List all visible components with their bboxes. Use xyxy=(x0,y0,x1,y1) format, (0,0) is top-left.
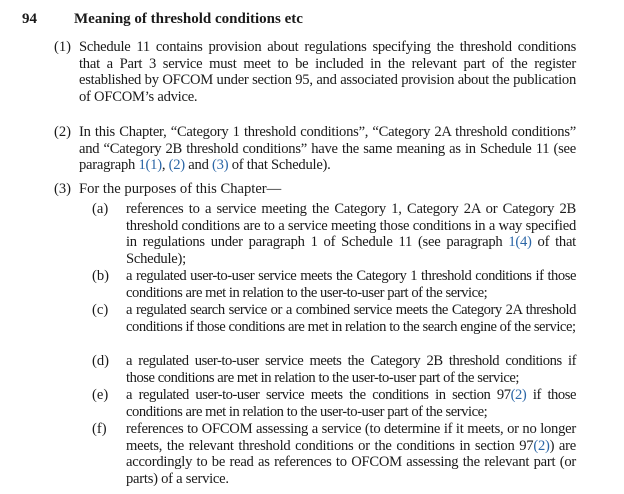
text-run: , xyxy=(161,157,169,174)
text-run: In this Chapter, “Category 1 threshold conditions”, “Category 2A threshold conditions” and “Category 2B threshold conditions” have the same meaning as in Schedule 11 (see paragraph xyxy=(79,124,576,174)
subparagraph-f xyxy=(92,421,576,487)
paragraph-3 xyxy=(54,181,576,198)
subparagraph-label: (c) xyxy=(92,302,109,318)
subparagraph-b xyxy=(92,268,576,301)
paragraph-label: (1) xyxy=(54,39,72,55)
subparagraph-label: (f) xyxy=(92,421,107,437)
text-run: if those conditions are met in relation to the user-to-user part of the service; xyxy=(126,387,576,420)
subparagraph-text: a regulated user-to-user service meets the Category 1 threshold conditions if those conditions are met in relation to the user-to-user part of the service; xyxy=(126,268,576,301)
paragraph-2 xyxy=(54,124,576,174)
paragraph-label: (2) xyxy=(54,124,72,140)
subparagraph-label: (e) xyxy=(92,387,109,403)
paragraph-text xyxy=(79,124,576,174)
subparagraph-label: (a) xyxy=(92,201,109,217)
subparagraph-text xyxy=(126,421,576,487)
text-run: of that Schedule). xyxy=(228,157,331,174)
subparagraph-text: a regulated user-to-user service meets the Category 2B threshold conditions if those conditions are met in relation to the user-to-user part of the service; xyxy=(126,353,576,386)
subparagraph-e xyxy=(92,387,576,420)
text-run: of that Schedule); xyxy=(126,234,576,267)
subparagraph-c xyxy=(92,302,576,335)
paragraph-text: Schedule 11 contains provision about regulations specifying the threshold conditions that a Part 3 service must meet to be included in the relevant part of the register established by OFCOM under section 95, and associated provision about the publication of OFCOM’s advice. xyxy=(79,39,576,105)
subparagraph-text xyxy=(126,387,576,420)
text-run: ) are accordingly to be read as references to OFCOM assessing the relevant part (or parts) of a service. xyxy=(126,437,576,487)
section-title: Meaning of threshold conditions etc xyxy=(74,11,303,27)
subparagraph-text xyxy=(126,201,576,267)
paragraph-text: For the purposes of this Chapter— xyxy=(79,181,282,197)
paragraph-label: (3) xyxy=(54,181,72,197)
section-number: 94 xyxy=(22,11,37,27)
link-schedule-11-para-1-3[interactable]: (3) xyxy=(212,157,229,174)
link-schedule-11-para-1-2[interactable]: (2) xyxy=(168,157,185,174)
link-section-97-2[interactable]: (2) xyxy=(533,437,550,454)
text-run: references to a service meeting the Category 1, Category 2A or Category 2B threshold conditions are to a service meeting those conditions in a way specified in regulations under paragraph 1 of Schedule 11 (see paragraph xyxy=(126,201,576,251)
text-run: and xyxy=(184,157,213,174)
subparagraph-label: (b) xyxy=(92,268,110,284)
link-schedule-11-para-1-1[interactable]: 1(1) xyxy=(138,157,162,174)
subparagraph-text: a regulated search service or a combined service meets the Category 2A threshold conditions if those conditions are met in relation to the search engine of the service; xyxy=(126,302,576,335)
link-section-97-2[interactable]: (2) xyxy=(510,387,527,403)
text-run: references to OFCOM assessing a service (to determine if it meets, or no longer meets, the relevant threshold conditions or the conditions in section 97 xyxy=(126,421,576,454)
text-run: a regulated user-to-user service meets the conditions in section 97 xyxy=(126,387,511,403)
subparagraph-a xyxy=(92,201,576,267)
paragraph-1 xyxy=(54,39,576,105)
subparagraph-label: (d) xyxy=(92,353,110,369)
subparagraph-d xyxy=(92,353,576,386)
link-schedule-11-para-1-4[interactable]: 1(4) xyxy=(508,234,532,251)
